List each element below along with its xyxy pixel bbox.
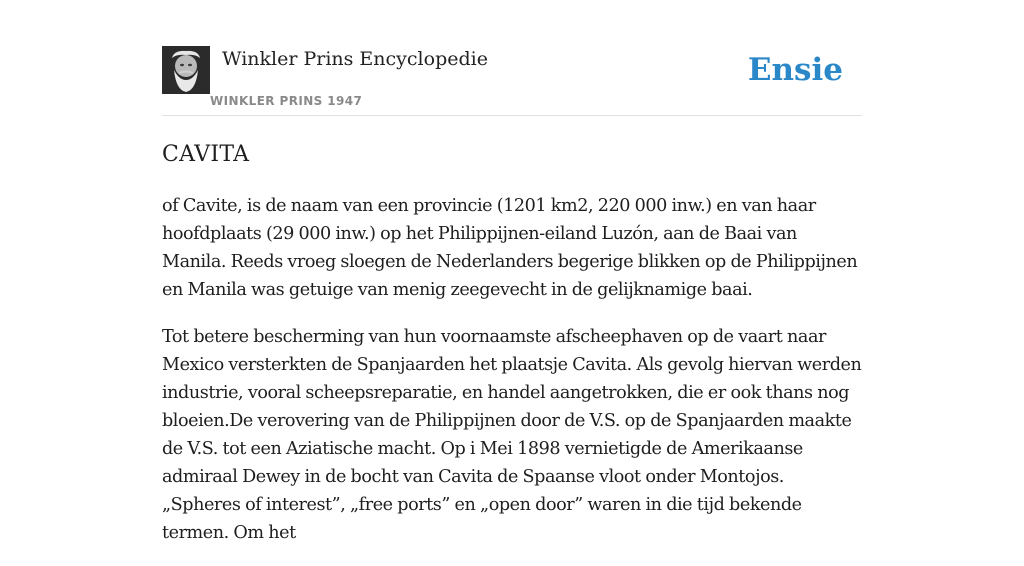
article-paragraph: Tot betere bescherming van hun voornaamste afscheephaven op de vaart naar Mexico versterkten de Spanjaarden het plaatsje Cavita. Als gevolg hiervan werden industrie, vooral scheepsreparatie, en handel aangetrokken, die er ook thans nog bloeien.De verovering van de Philippijnen door de V.S. op de Spanjaarden maakte de V.S. tot een Aziatische macht. Op i Mei 1898 vernietigde de Amerikaanse admiraal Dewey in de bocht van Cavita de Spaanse vloot onder Montojos. „Spheres of interest”, „free ports” en „open door” waren in die tijd bekende termen. Om het [162,327,862,543]
article-body [162,192,864,566]
site-header [162,46,862,116]
encyclopedia-edition[interactable]: WINKLER PRINS 1947 [210,94,363,108]
article-paragraph: of Cavite, is de naam van een provincie (1201 km2, 220 000 inw.) en van haar hoofdplaats (29 000 inw.) op het Philippijnen-eiland Luzón, aan de Baai van Manila. Reeds vroeg sloegen de Nederlanders begerige blikken op de Philippijnen en Manila was getuige van menig zeegevecht in de gelijknamige baai. [162,196,858,300]
site-title[interactable]: Winkler Prins Encyclopedie [222,48,488,70]
article-title: CAVITA [162,142,250,167]
portrait-avatar-icon[interactable] [162,46,210,94]
ensie-logo-link[interactable]: Ensie [747,52,843,88]
